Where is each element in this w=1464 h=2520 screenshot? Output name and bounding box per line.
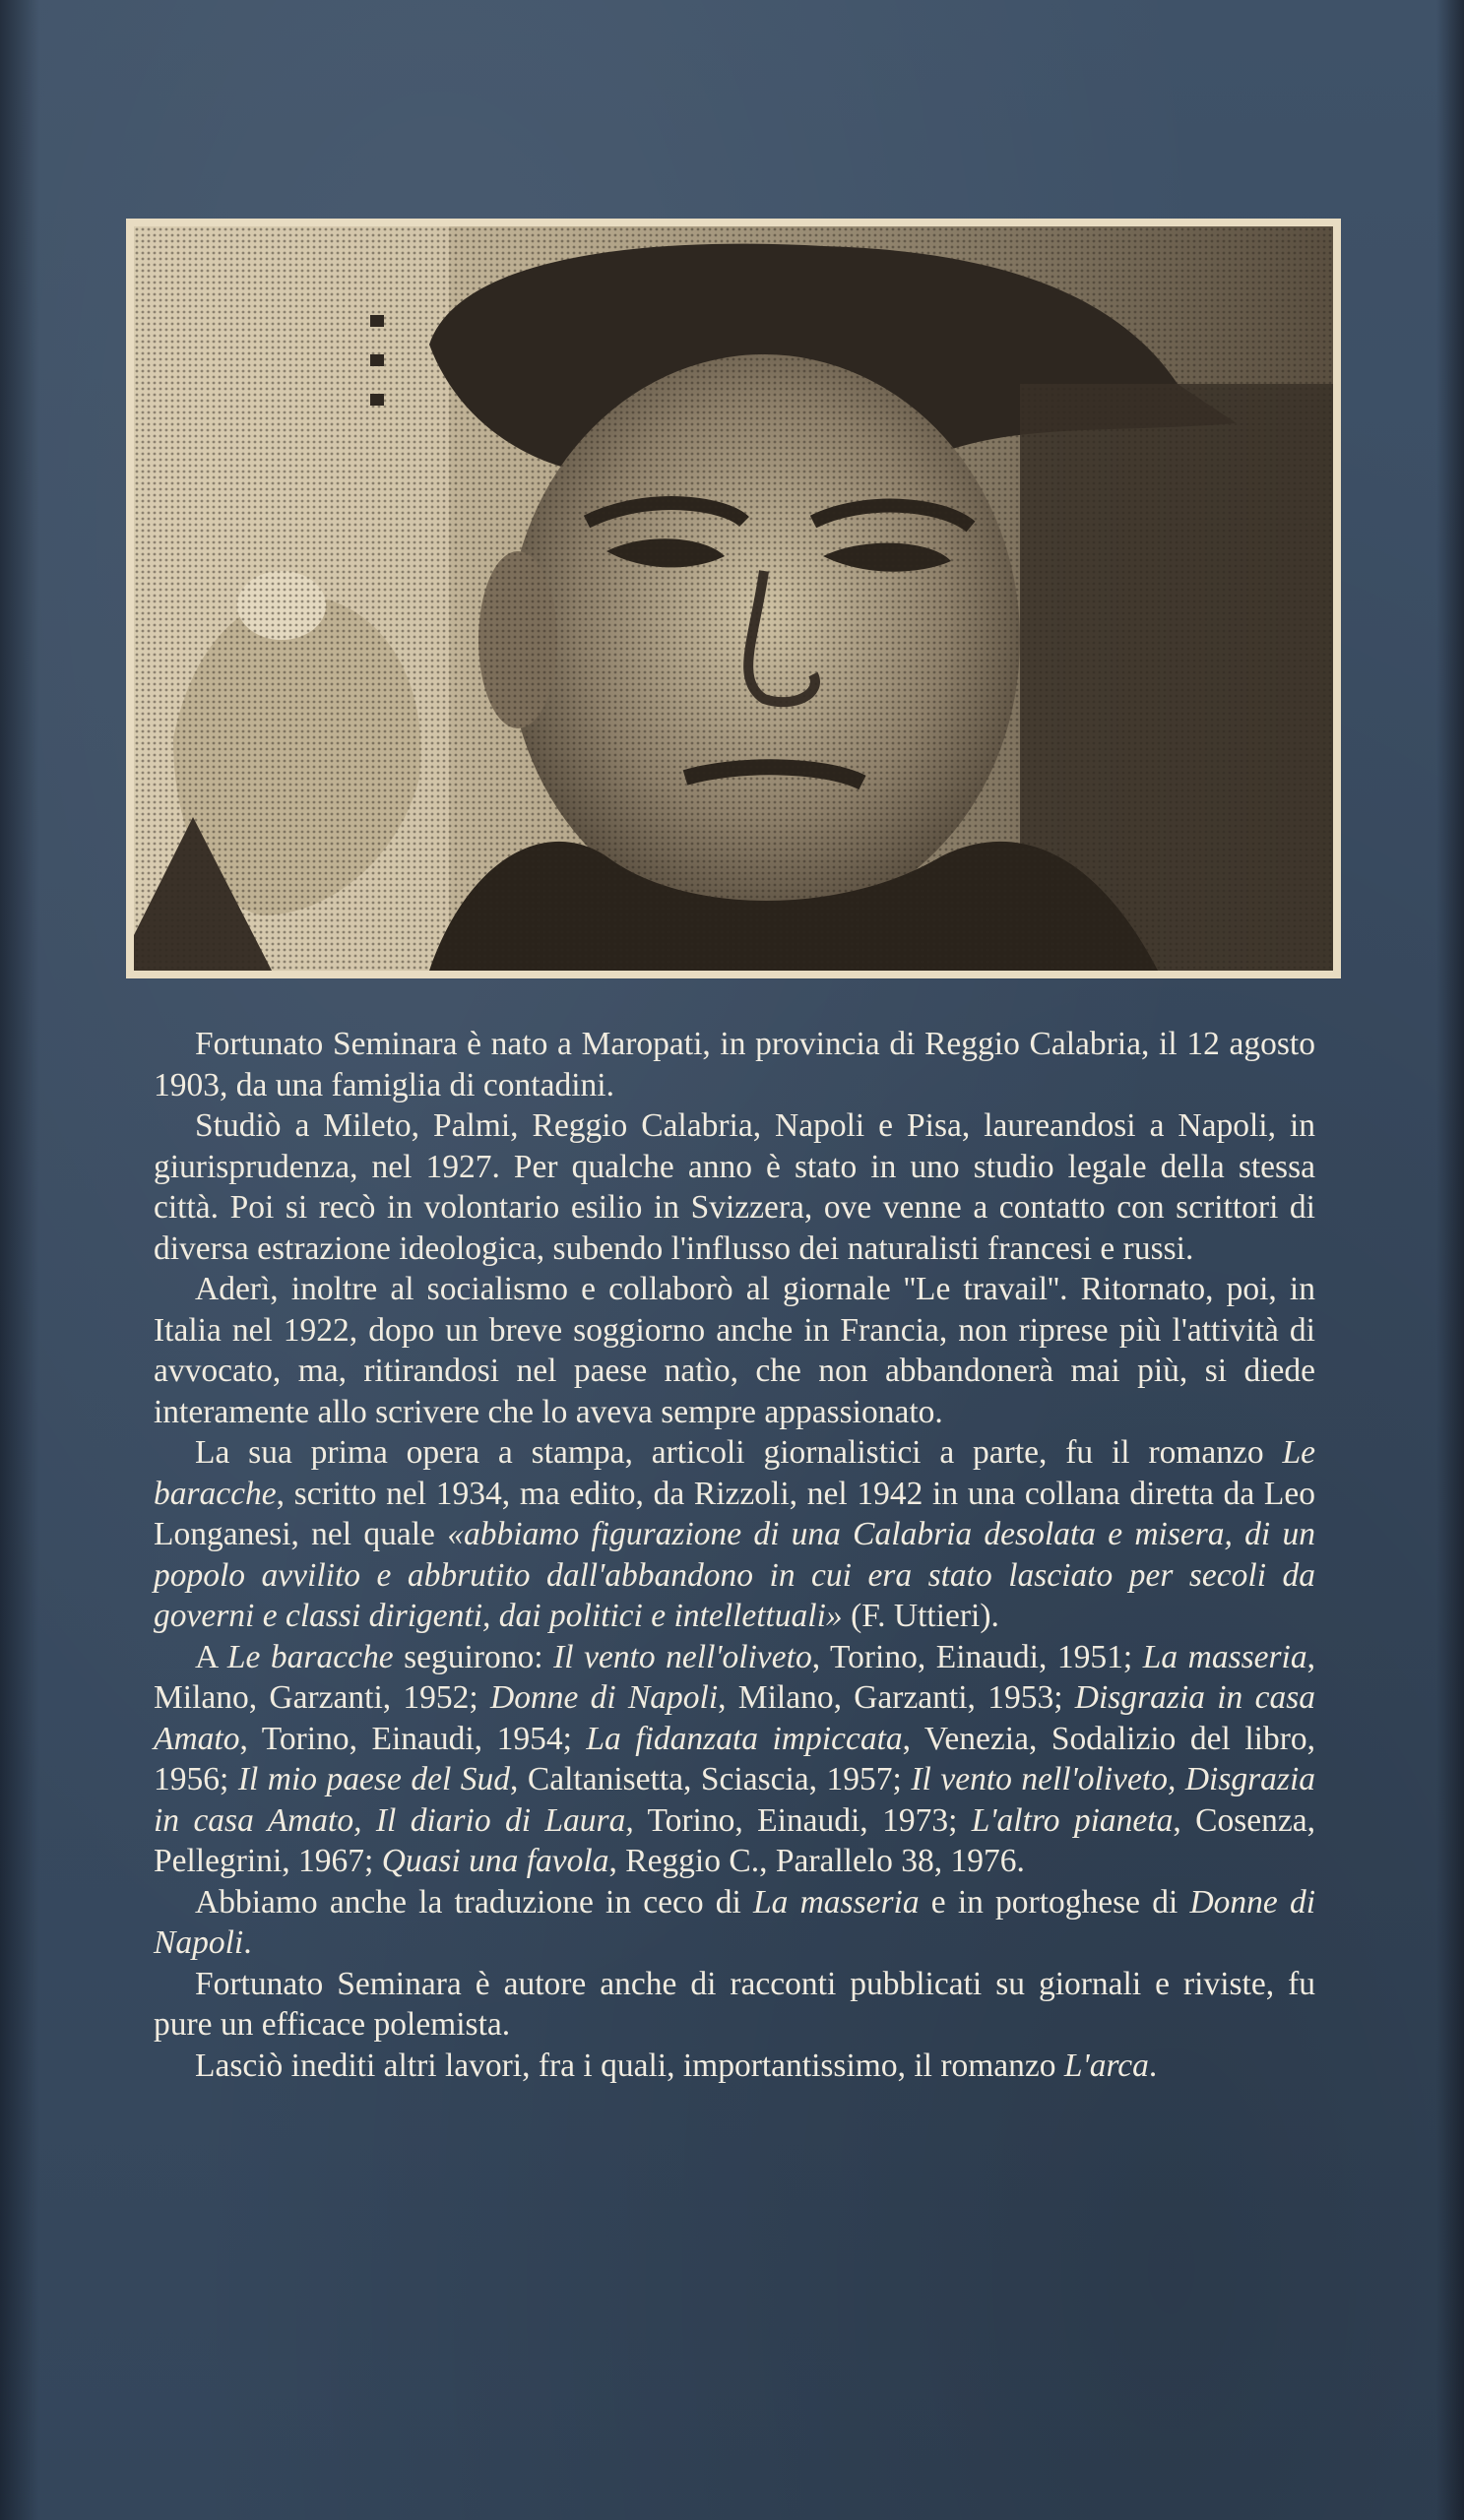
book-title: Donne di Napoli bbox=[154, 1883, 1315, 1961]
bio-text: Abbiamo anche la traduzione in ceco di bbox=[195, 1883, 754, 1921]
book-title: Le baracche bbox=[226, 1638, 394, 1675]
bio-paragraph-2: Studiò a Mileto, Palmi, Reggio Calabria, Napoli e Pisa, laureandosi a Napoli, in giurisprudenza, nel 1927. Per qualche anno è stato in uno studio legale della stessa città. Poi si recò in volontario esilio in Svizzera, ove venne a contatto con scrittori di diversa estrazione ideologica, subendo l'influsso dei naturalisti francesi e russi. bbox=[154, 1107, 1315, 1267]
author-photo-frame bbox=[126, 219, 1341, 978]
bio-paragraph-3: Aderì, inoltre al socialismo e collaborò al giornale ''Le travail''. Ritornato, poi, in Italia nel 1922, dopo un breve soggiorno anche in Francia, non riprese più l'attività di avvocato, ma, ritirandosi nel paese natìo, che non abbandonerà mai più, si diede interamente allo scrivere che lo aveva sempre appassionato. bbox=[154, 1271, 1315, 1430]
cover-edge-shadow bbox=[1436, 0, 1464, 2520]
bio-paragraph-7: Fortunato Seminara è autore anche di racconti pubblicati su giornali e riviste, fu pure un efficace polemista. bbox=[154, 1965, 1315, 2043]
bio-text: A bbox=[195, 1638, 227, 1675]
bio-text: , Milano, Garzanti, 1952; bbox=[154, 1638, 1315, 1716]
book-title: La masseria bbox=[1142, 1638, 1307, 1675]
bio-text: (F. Uttieri). bbox=[842, 1598, 999, 1634]
bio-text: , Milano, Garzanti, 1953; bbox=[718, 1679, 1075, 1716]
bio-text: . bbox=[243, 1924, 252, 1961]
bio-text: , Reggio C., Parallelo 38, 1976. bbox=[608, 1843, 1025, 1879]
bio-text: , scritto nel 1934, ma edito, da Rizzoli, nel 1942 in una collana diretta da Leo Longanesi, nel quale bbox=[154, 1475, 1315, 1552]
author-biography bbox=[154, 1024, 1315, 2086]
book-title: Quasi una favola bbox=[381, 1843, 609, 1879]
book-title: Il vento nell'oliveto bbox=[553, 1638, 812, 1675]
book-title: Le baracche bbox=[154, 1434, 1315, 1512]
book-title: Donne di Napoli bbox=[490, 1679, 719, 1716]
bio-text: La sua prima opera a stampa, articoli giornalistici a parte, fu il romanzo bbox=[195, 1434, 1283, 1471]
bio-text: , Venezia, Sodalizio del libro, 1956; bbox=[154, 1720, 1315, 1797]
bio-paragraph-4 bbox=[154, 1432, 1315, 1637]
book-title: Disgrazia in casa Amato bbox=[154, 1679, 1315, 1757]
book-title: La masseria bbox=[753, 1883, 920, 1921]
book-title: La fidanzata impiccata bbox=[586, 1720, 903, 1757]
spine-shadow bbox=[0, 0, 39, 2520]
bio-text: e in portoghese di bbox=[919, 1883, 1190, 1921]
bio-text: . bbox=[1148, 2047, 1158, 2084]
author-portrait-icon bbox=[134, 226, 1333, 971]
bio-text: Lasciò inediti altri lavori, fra i quali, importantissimo, il romanzo bbox=[195, 2047, 1064, 2084]
book-title: L'altro pianeta bbox=[971, 1801, 1174, 1839]
bio-text: seguirono: bbox=[393, 1638, 554, 1675]
bio-text: , Cosenza, Pellegrini, 1967; bbox=[154, 1801, 1315, 1879]
bio-paragraph-8 bbox=[154, 2046, 1315, 2087]
bio-text: Torino, Einaudi, 1973; bbox=[633, 1801, 972, 1839]
bio-text: , Torino, Einaudi, 1954; bbox=[239, 1720, 587, 1757]
bio-text: , Torino, Einaudi, 1951; bbox=[811, 1638, 1143, 1675]
book-title: Il mio paese del Sud bbox=[237, 1761, 511, 1797]
bio-text: , Caltanisetta, Sciascia, 1957; bbox=[510, 1761, 912, 1797]
critic-quote: «abbiamo figurazione di una Calabria desolata e misera, di un popolo avvilito e abbrutito dall'abbandono in cui era stato lasciato per secoli da governi e classi dirigenti, dai politici e intellettuali» bbox=[154, 1516, 1315, 1634]
book-title: L'arca bbox=[1063, 2047, 1149, 2084]
bio-paragraph-6 bbox=[154, 1882, 1315, 1964]
book-title: Il vento nell'oliveto, Disgrazia in casa Amato, Il diario di Laura, bbox=[154, 1761, 1316, 1839]
bio-paragraph-5 bbox=[154, 1637, 1315, 1882]
bio-paragraph-1: Fortunato Seminara è nato a Maropati, in provincia di Reggio Calabria, il 12 agosto 1903, da una famiglia di contadini. bbox=[154, 1026, 1315, 1103]
